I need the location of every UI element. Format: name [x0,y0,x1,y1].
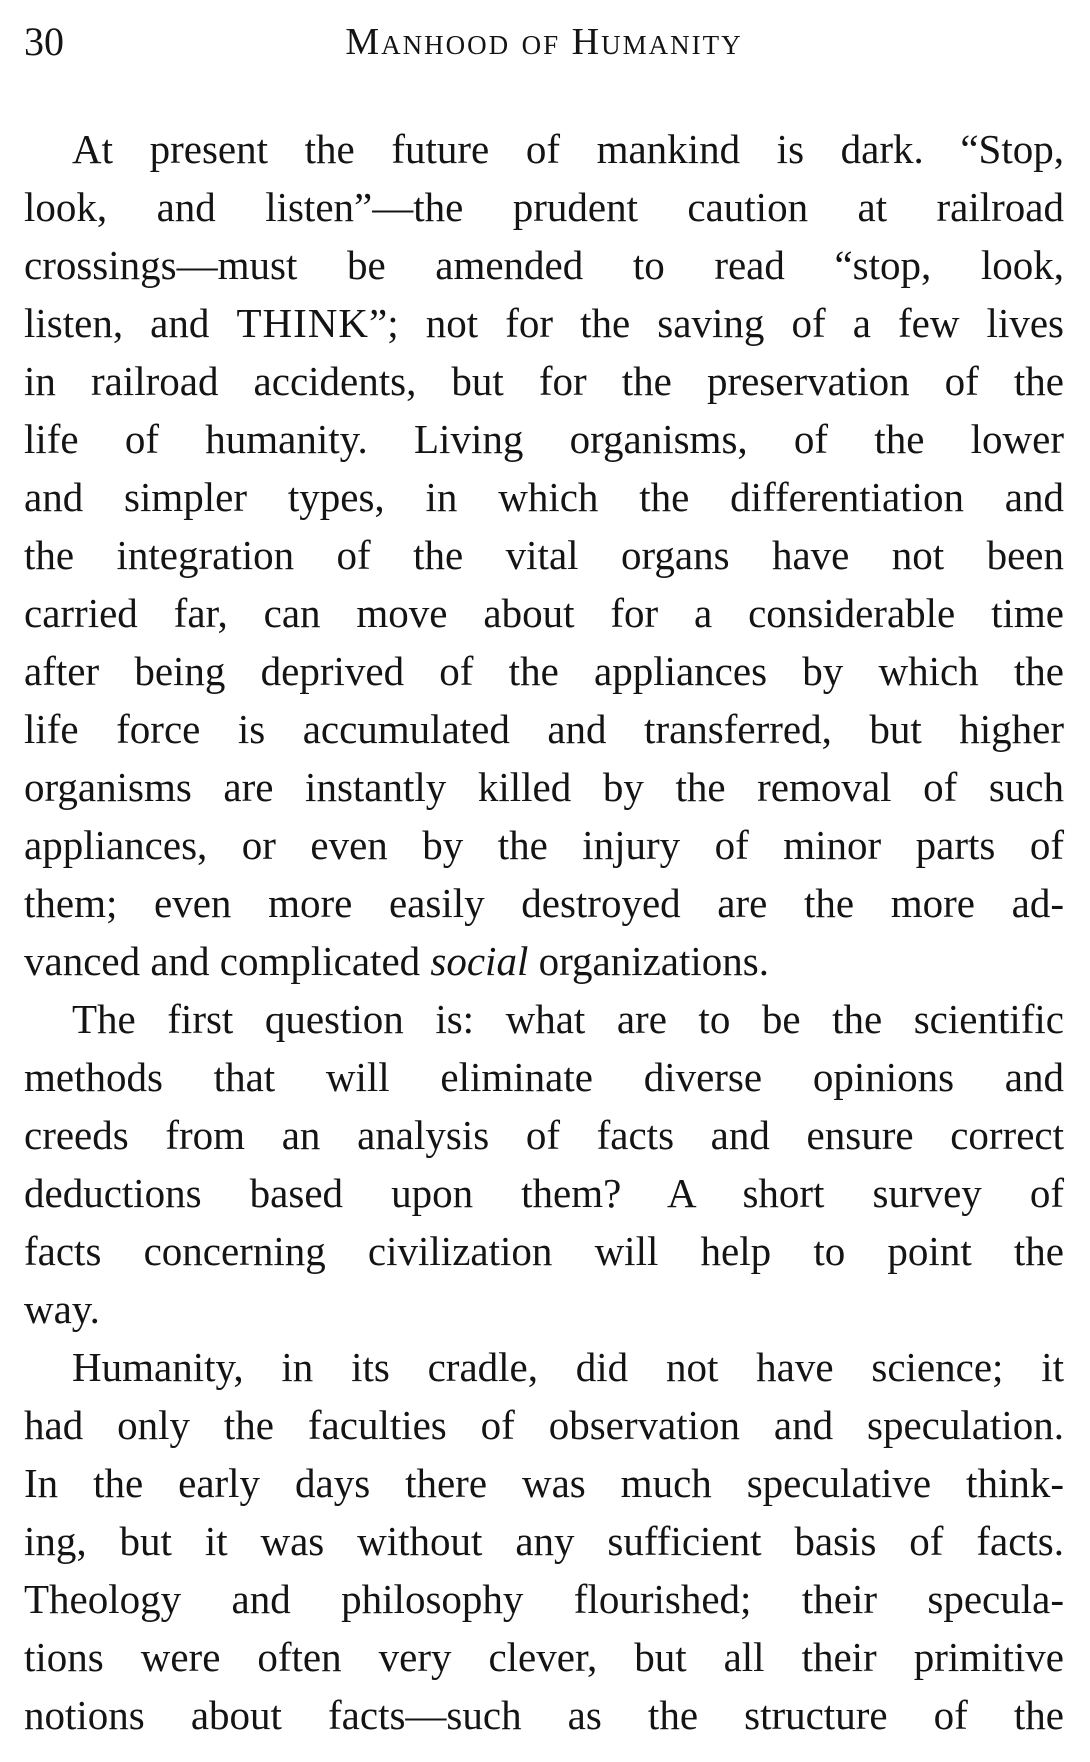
text-line: appliances, or even by the injury of minor parts of [24,822,1064,868]
text-line: organisms are instantly killed by the removal of such [24,764,1064,810]
text-line: tions were often very clever, but all their primitive [24,1634,1064,1680]
text-line: and simpler types, in which the differentiation and [24,474,1064,520]
text-line: notions about facts—such as the structure of the [24,1692,1064,1738]
text-segment: vanced and complicated [24,938,431,984]
paragraph-1 [24,120,1064,990]
text-line: had only the faculties of observation and speculation. [24,1402,1064,1448]
text-segment: listen, and [24,300,237,346]
text-line: At present the future of mankind is dark. “Stop, [72,126,1064,172]
paragraph-3 [24,1338,1064,1744]
text-segment: organizations. [528,938,769,984]
text-line: way. [24,1286,100,1332]
text-line: carried far, can move about for a considerable time [24,590,1064,636]
text-segment: ”; not for the saving of a few lives [369,300,1064,346]
page-number: 30 [24,19,64,64]
text-line: in railroad accidents, but for the preservation of the [24,358,1064,404]
text-line: Theology and philosophy flourished; their specula- [24,1576,1064,1622]
text-line: crossings—must be amended to read “stop, look, [24,242,1064,288]
text-line: after being deprived of the appliances by which the [24,648,1064,694]
text-line [24,294,1064,352]
text-line: The first question is: what are to be the scientific [72,996,1064,1042]
running-head [24,14,1064,72]
text-line: look, and listen”—the prudent caution at railroad [24,184,1064,230]
text-line: life force is accumulated and transferred, but higher [24,706,1064,752]
text-line: methods that will eliminate diverse opinions and [24,1054,1064,1100]
text-line: creeds from an analysis of facts and ensure correct [24,1112,1064,1158]
book-page [24,14,1064,1744]
text-line: facts concerning civilization will help to point the [24,1228,1064,1274]
text-line: deductions based upon them? A short survey of [24,1170,1064,1216]
text-line: life of humanity. Living organisms, of the lower [24,416,1064,462]
text-line: ing, but it was without any sufficient basis of facts. [24,1518,1064,1564]
italic-word: social [430,938,529,984]
text-line: Humanity, in its cradle, did not have science; it [72,1344,1064,1390]
text-line [24,932,1064,990]
small-caps-word: THINK [236,300,370,346]
paragraph-2 [24,990,1064,1338]
text-line: the integration of the vital organs have not been [24,532,1064,578]
text-line: In the early days there was much speculative think- [24,1460,1064,1506]
running-title: Manhood of Humanity [345,21,743,63]
text-line: them; even more easily destroyed are the more ad- [24,880,1064,926]
